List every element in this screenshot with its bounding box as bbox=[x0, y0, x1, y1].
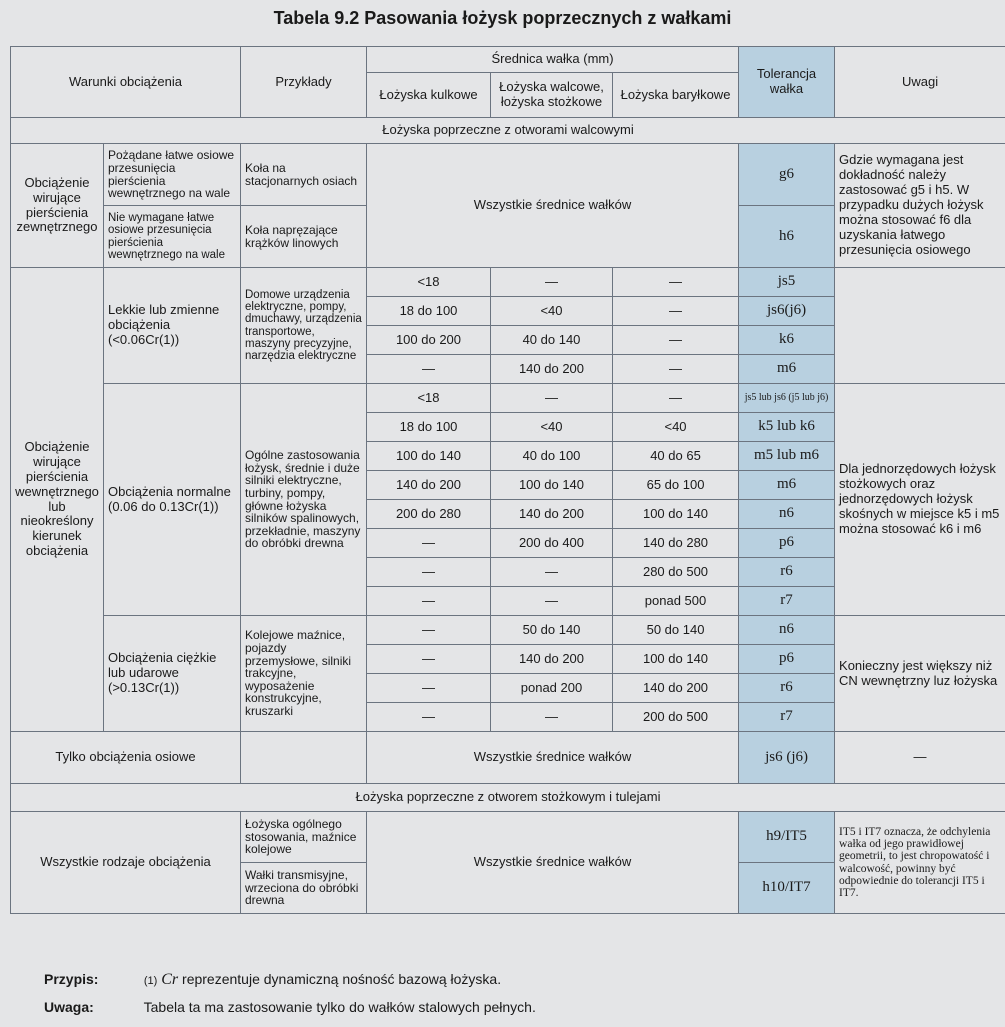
header-walcowe: Łożyska walcowe, łożyska stożkowe bbox=[491, 73, 613, 118]
tol-cell: js5 bbox=[739, 268, 835, 297]
footnote bbox=[44, 971, 501, 989]
cell: 140 do 200 bbox=[491, 500, 613, 529]
outer-sub-2: Nie wymagane łatwe osiowe przesunięcia pierścienia wewnętrznego na wale bbox=[104, 206, 241, 268]
cell: 50 do 140 bbox=[491, 616, 613, 645]
light-label: Lekkie lub zmienne obciążenia (<0.06Cr(1)) bbox=[104, 268, 241, 384]
cell: 200 do 500 bbox=[613, 703, 739, 732]
table-title: Tabela 9.2 Pasowania łożysk poprzecznych z wałkami bbox=[273, 8, 732, 28]
tol-cell: js5 lub js6 (j5 lub j6) bbox=[739, 384, 835, 413]
cell: 280 do 500 bbox=[613, 558, 739, 587]
tapered-label: Wszystkie rodzaje obciążenia bbox=[11, 812, 241, 914]
tapered-example-2: Wałki transmisyjne, wrzeciona do obróbki drewna bbox=[241, 863, 367, 914]
heavy-label: Obciążenia ciężkie lub udarowe (>0.13Cr(1)) bbox=[104, 616, 241, 732]
cell: — bbox=[491, 558, 613, 587]
tol-cell: r7 bbox=[739, 587, 835, 616]
cell: — bbox=[367, 558, 491, 587]
cell: — bbox=[491, 384, 613, 413]
header-uwagi: Uwagi bbox=[835, 47, 1005, 118]
heavy-examples: Kolejowe maźnice, pojazdy przemysłowe, silniki trakcyjne, wyposażenie konstrukcyjne, kruszarki bbox=[241, 616, 367, 732]
cell: — bbox=[367, 529, 491, 558]
outer-all-diameters: Wszystkie średnice wałków bbox=[367, 144, 739, 268]
cell: 65 do 100 bbox=[613, 471, 739, 500]
cell: — bbox=[367, 645, 491, 674]
tol-cell: m6 bbox=[739, 355, 835, 384]
section-tapered: Łożyska poprzeczne z otworem stożkowym i tulejami bbox=[11, 784, 1005, 812]
cell: 18 do 100 bbox=[367, 413, 491, 442]
cell: — bbox=[613, 268, 739, 297]
header-tolerancja: Tolerancja wałka bbox=[739, 47, 835, 118]
cell: — bbox=[367, 587, 491, 616]
tapered-note: IT5 i IT7 oznacza, że odchylenia wałka od jego prawidłowej geometrii, to jest chropowatość i walcowość, powinny być odpowiednie do tolerancji IT5 i IT7. bbox=[835, 812, 1005, 914]
cell: 200 do 280 bbox=[367, 500, 491, 529]
cell: <40 bbox=[491, 297, 613, 326]
cell: — bbox=[613, 326, 739, 355]
tol-cell: n6 bbox=[739, 500, 835, 529]
footnote-text: reprezentuje dynamiczną nośność bazową łożyska. bbox=[182, 971, 502, 987]
outer-sub-1: Pożądane łatwe osiowe przesunięcia pierścienia wewnętrznego na wale bbox=[104, 144, 241, 206]
cell: — bbox=[613, 297, 739, 326]
tol-cell: js6(j6) bbox=[739, 297, 835, 326]
outer-tol-1: g6 bbox=[739, 144, 835, 206]
outer-example-2: Koła napręzające krążków linowych bbox=[241, 206, 367, 268]
section-cylindrical: Łożyska poprzeczne z otworami walcowymi bbox=[11, 118, 1005, 144]
cell: <18 bbox=[367, 384, 491, 413]
tol-cell: k6 bbox=[739, 326, 835, 355]
tol-cell: p6 bbox=[739, 645, 835, 674]
cell: 18 do 100 bbox=[367, 297, 491, 326]
tol-cell: r6 bbox=[739, 674, 835, 703]
header-barylkowe: Łożyska baryłkowe bbox=[613, 73, 739, 118]
cell: 140 do 200 bbox=[491, 645, 613, 674]
cell: 100 do 140 bbox=[491, 471, 613, 500]
cell: 50 do 140 bbox=[613, 616, 739, 645]
cell: <18 bbox=[367, 268, 491, 297]
cell: <40 bbox=[491, 413, 613, 442]
tol-cell: m6 bbox=[739, 471, 835, 500]
cell: — bbox=[613, 384, 739, 413]
footnote-symbol: Cr bbox=[161, 971, 179, 988]
cell: 40 do 100 bbox=[491, 442, 613, 471]
cell: 100 do 200 bbox=[367, 326, 491, 355]
normal-note: Dla jednorzędowych łożysk stożkowych oraz jednorzędowych łożysk skośnych w miejsce k5 i m5 można stosować k6 i m6 bbox=[835, 384, 1005, 616]
header-przyklady: Przykłady bbox=[241, 47, 367, 118]
note-label: Uwaga: bbox=[44, 999, 94, 1015]
cell: — bbox=[613, 355, 739, 384]
tol-cell: r6 bbox=[739, 558, 835, 587]
cell: 40 do 65 bbox=[613, 442, 739, 471]
note-text: Tabela ta ma zastosowanie tylko do wałków stalowych pełnych. bbox=[143, 999, 536, 1015]
cell: — bbox=[367, 616, 491, 645]
cell: — bbox=[491, 587, 613, 616]
normal-examples: Ogólne zastosowania łożysk, średnie i duże silniki elektryczne, turbiny, pompy, główne łożyska silników spalinowych, przekładnie, maszyny do obróbki drewna bbox=[241, 384, 367, 616]
cell: — bbox=[367, 674, 491, 703]
header-kulkowe: Łożyska kulkowe bbox=[367, 73, 491, 118]
tapered-tol-1: h9/IT5 bbox=[739, 812, 835, 863]
cell: — bbox=[367, 355, 491, 384]
cell: 140 do 280 bbox=[613, 529, 739, 558]
cond-inner: Obciążenie wirujące pierścienia wewnętrznego lub nieokreślony kierunek obciążenia bbox=[11, 268, 104, 732]
header-srednica: Średnica wałka (mm) bbox=[367, 47, 739, 73]
tapered-tol-2: h10/IT7 bbox=[739, 863, 835, 914]
cell: 200 do 400 bbox=[491, 529, 613, 558]
cell: — bbox=[367, 703, 491, 732]
heavy-note: Konieczny jest większy niż CN wewnętrzny luz łożyska bbox=[835, 616, 1005, 732]
footnote-label: Przypis: bbox=[44, 971, 99, 987]
light-examples: Domowe urządzenia elektryczne, pompy, dmuchawy, urządzenia transportowe, maszyny precyzyjne, narzędzia elektryczne bbox=[241, 268, 367, 384]
tol-cell: n6 bbox=[739, 616, 835, 645]
tapered-example-1: Łożyska ogólnego stosowania, maźnice kolejowe bbox=[241, 812, 367, 863]
tol-cell: r7 bbox=[739, 703, 835, 732]
axial-tol: js6 (j6) bbox=[739, 732, 835, 784]
tol-cell: k5 lub k6 bbox=[739, 413, 835, 442]
tol-cell: m5 lub m6 bbox=[739, 442, 835, 471]
fits-table bbox=[10, 46, 1005, 914]
outer-example-1: Koła na stacjonarnych osiach bbox=[241, 144, 367, 206]
cell: 100 do 140 bbox=[613, 500, 739, 529]
cell: 100 do 140 bbox=[613, 645, 739, 674]
cell: <40 bbox=[613, 413, 739, 442]
cell: 140 do 200 bbox=[367, 471, 491, 500]
tapered-all-diameters: Wszystkie średnice wałków bbox=[367, 812, 739, 914]
axial-note: — bbox=[835, 732, 1005, 784]
cell: 100 do 140 bbox=[367, 442, 491, 471]
cell: — bbox=[491, 268, 613, 297]
note bbox=[44, 999, 536, 1015]
cell: — bbox=[491, 703, 613, 732]
outer-note: Gdzie wymagana jest dokładność należy zastosować g5 i h5. W przypadku dużych łożysk można stosować f6 dla uzyskania łatwego przesunięcia osiowego bbox=[835, 144, 1005, 268]
light-note bbox=[835, 268, 1005, 384]
cell: ponad 200 bbox=[491, 674, 613, 703]
cell: 40 do 140 bbox=[491, 326, 613, 355]
footnote-mark: (1) bbox=[143, 975, 158, 987]
header-warunki: Warunki obciążenia bbox=[11, 47, 241, 118]
tol-cell: p6 bbox=[739, 529, 835, 558]
axial-label: Tylko obciążenia osiowe bbox=[11, 732, 241, 784]
axial-example bbox=[241, 732, 367, 784]
cell: ponad 500 bbox=[613, 587, 739, 616]
outer-tol-2: h6 bbox=[739, 206, 835, 268]
axial-all-diameters: Wszystkie średnice wałków bbox=[367, 732, 739, 784]
normal-label: Obciążenia normalne (0.06 do 0.13Cr(1)) bbox=[104, 384, 241, 616]
cond-outer: Obciążenie wirujące pierścienia zewnętrznego bbox=[11, 144, 104, 268]
cell: 140 do 200 bbox=[491, 355, 613, 384]
cell: 140 do 200 bbox=[613, 674, 739, 703]
